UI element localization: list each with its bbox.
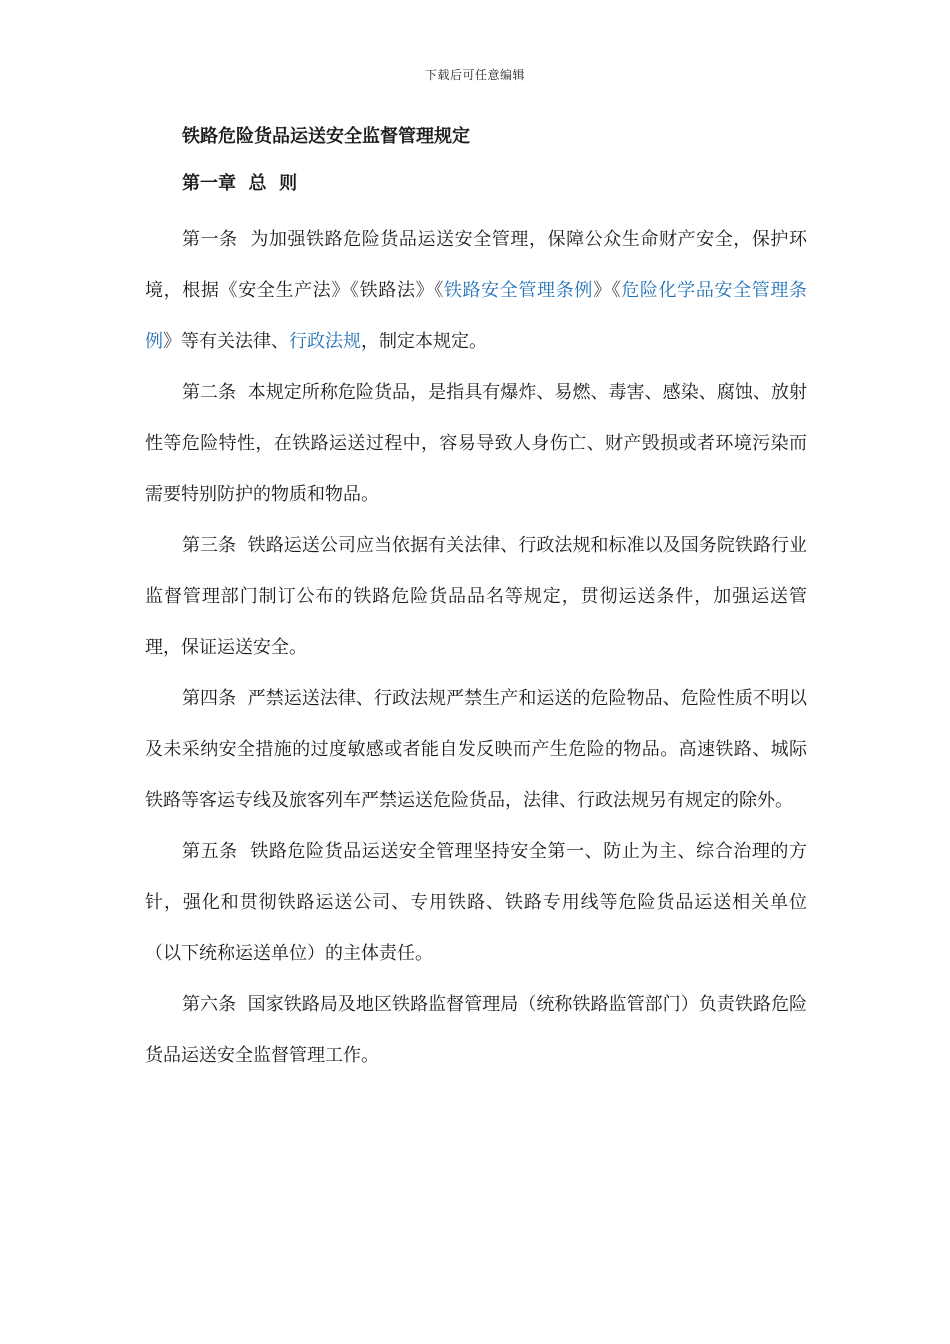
article-text: 》《 xyxy=(592,280,622,301)
article-1 xyxy=(145,214,807,367)
article-label: 第二条 xyxy=(182,382,248,403)
document-body xyxy=(145,112,807,1081)
header-note: 下载后可任意编辑 xyxy=(424,68,525,82)
article-2 xyxy=(145,367,807,520)
article-text: ，制定本规定。 xyxy=(361,331,487,352)
article-6 xyxy=(145,979,807,1081)
link-hazardous-chemicals-regulations[interactable]: 危险化学品安全管理条例 xyxy=(145,280,808,352)
article-text: 为加强铁路危险货品运送安全管理，保障公众生命财产安全，保护环境，根据《安全生产法》《铁路法》《 xyxy=(145,229,807,301)
article-text: 本规定所称危险货品，是指具有爆炸、易燃、毒害、感染、腐蚀、放射性等危险特性，在铁路运送过程中，容易导致人身伤亡、财产毁损或者环境污染而需要特别防护的物质和物品。 xyxy=(145,382,807,505)
article-text: 严禁运送法律、行政法规严禁生产和运送的危险物品、危险性质不明以及未采纳安全措施的过度敏感或者能自发反映而产生危险的物品。高速铁路、城际铁路等客运专线及旅客列车严禁运送危险货品，法律、行政法规另有规定的除外。 xyxy=(145,688,807,811)
article-text: 铁路危险货品运送安全管理坚持安全第一、防止为主、综合治理的方针，强化和贯彻铁路运送公司、专用铁路、铁路专用线等危险货品运送相关单位（以下统称运送单位）的主体责任。 xyxy=(145,841,807,964)
chapter-heading: 第一章 总 则 xyxy=(182,173,298,194)
article-text: 国家铁路局及地区铁路监督管理局（统称铁路监管部门）负责铁路危险货品运送安全监督管理工作。 xyxy=(145,994,807,1066)
article-label: 第三条 xyxy=(182,535,248,556)
article-label: 第四条 xyxy=(182,688,248,709)
article-4 xyxy=(145,673,807,826)
article-3 xyxy=(145,520,807,673)
article-label: 第一条 xyxy=(182,229,251,250)
article-5 xyxy=(145,826,807,979)
document-title: 铁路危险货品运送安全监督管理规定 xyxy=(182,126,470,147)
link-railway-safety-regulations[interactable]: 铁路安全管理条例 xyxy=(443,280,593,301)
article-label: 第六条 xyxy=(182,994,248,1015)
article-text: 》等有关法律、 xyxy=(163,331,289,352)
article-label: 第五条 xyxy=(182,841,251,862)
link-administrative-regulations[interactable]: 行政法规 xyxy=(289,331,361,352)
article-text: 铁路运送公司应当依据有关法律、行政法规和标准以及国务院铁路行业监督管理部门制订公布的铁路危险货品品名等规定，贯彻运送条件，加强运送管理，保证运送安全。 xyxy=(145,535,807,658)
